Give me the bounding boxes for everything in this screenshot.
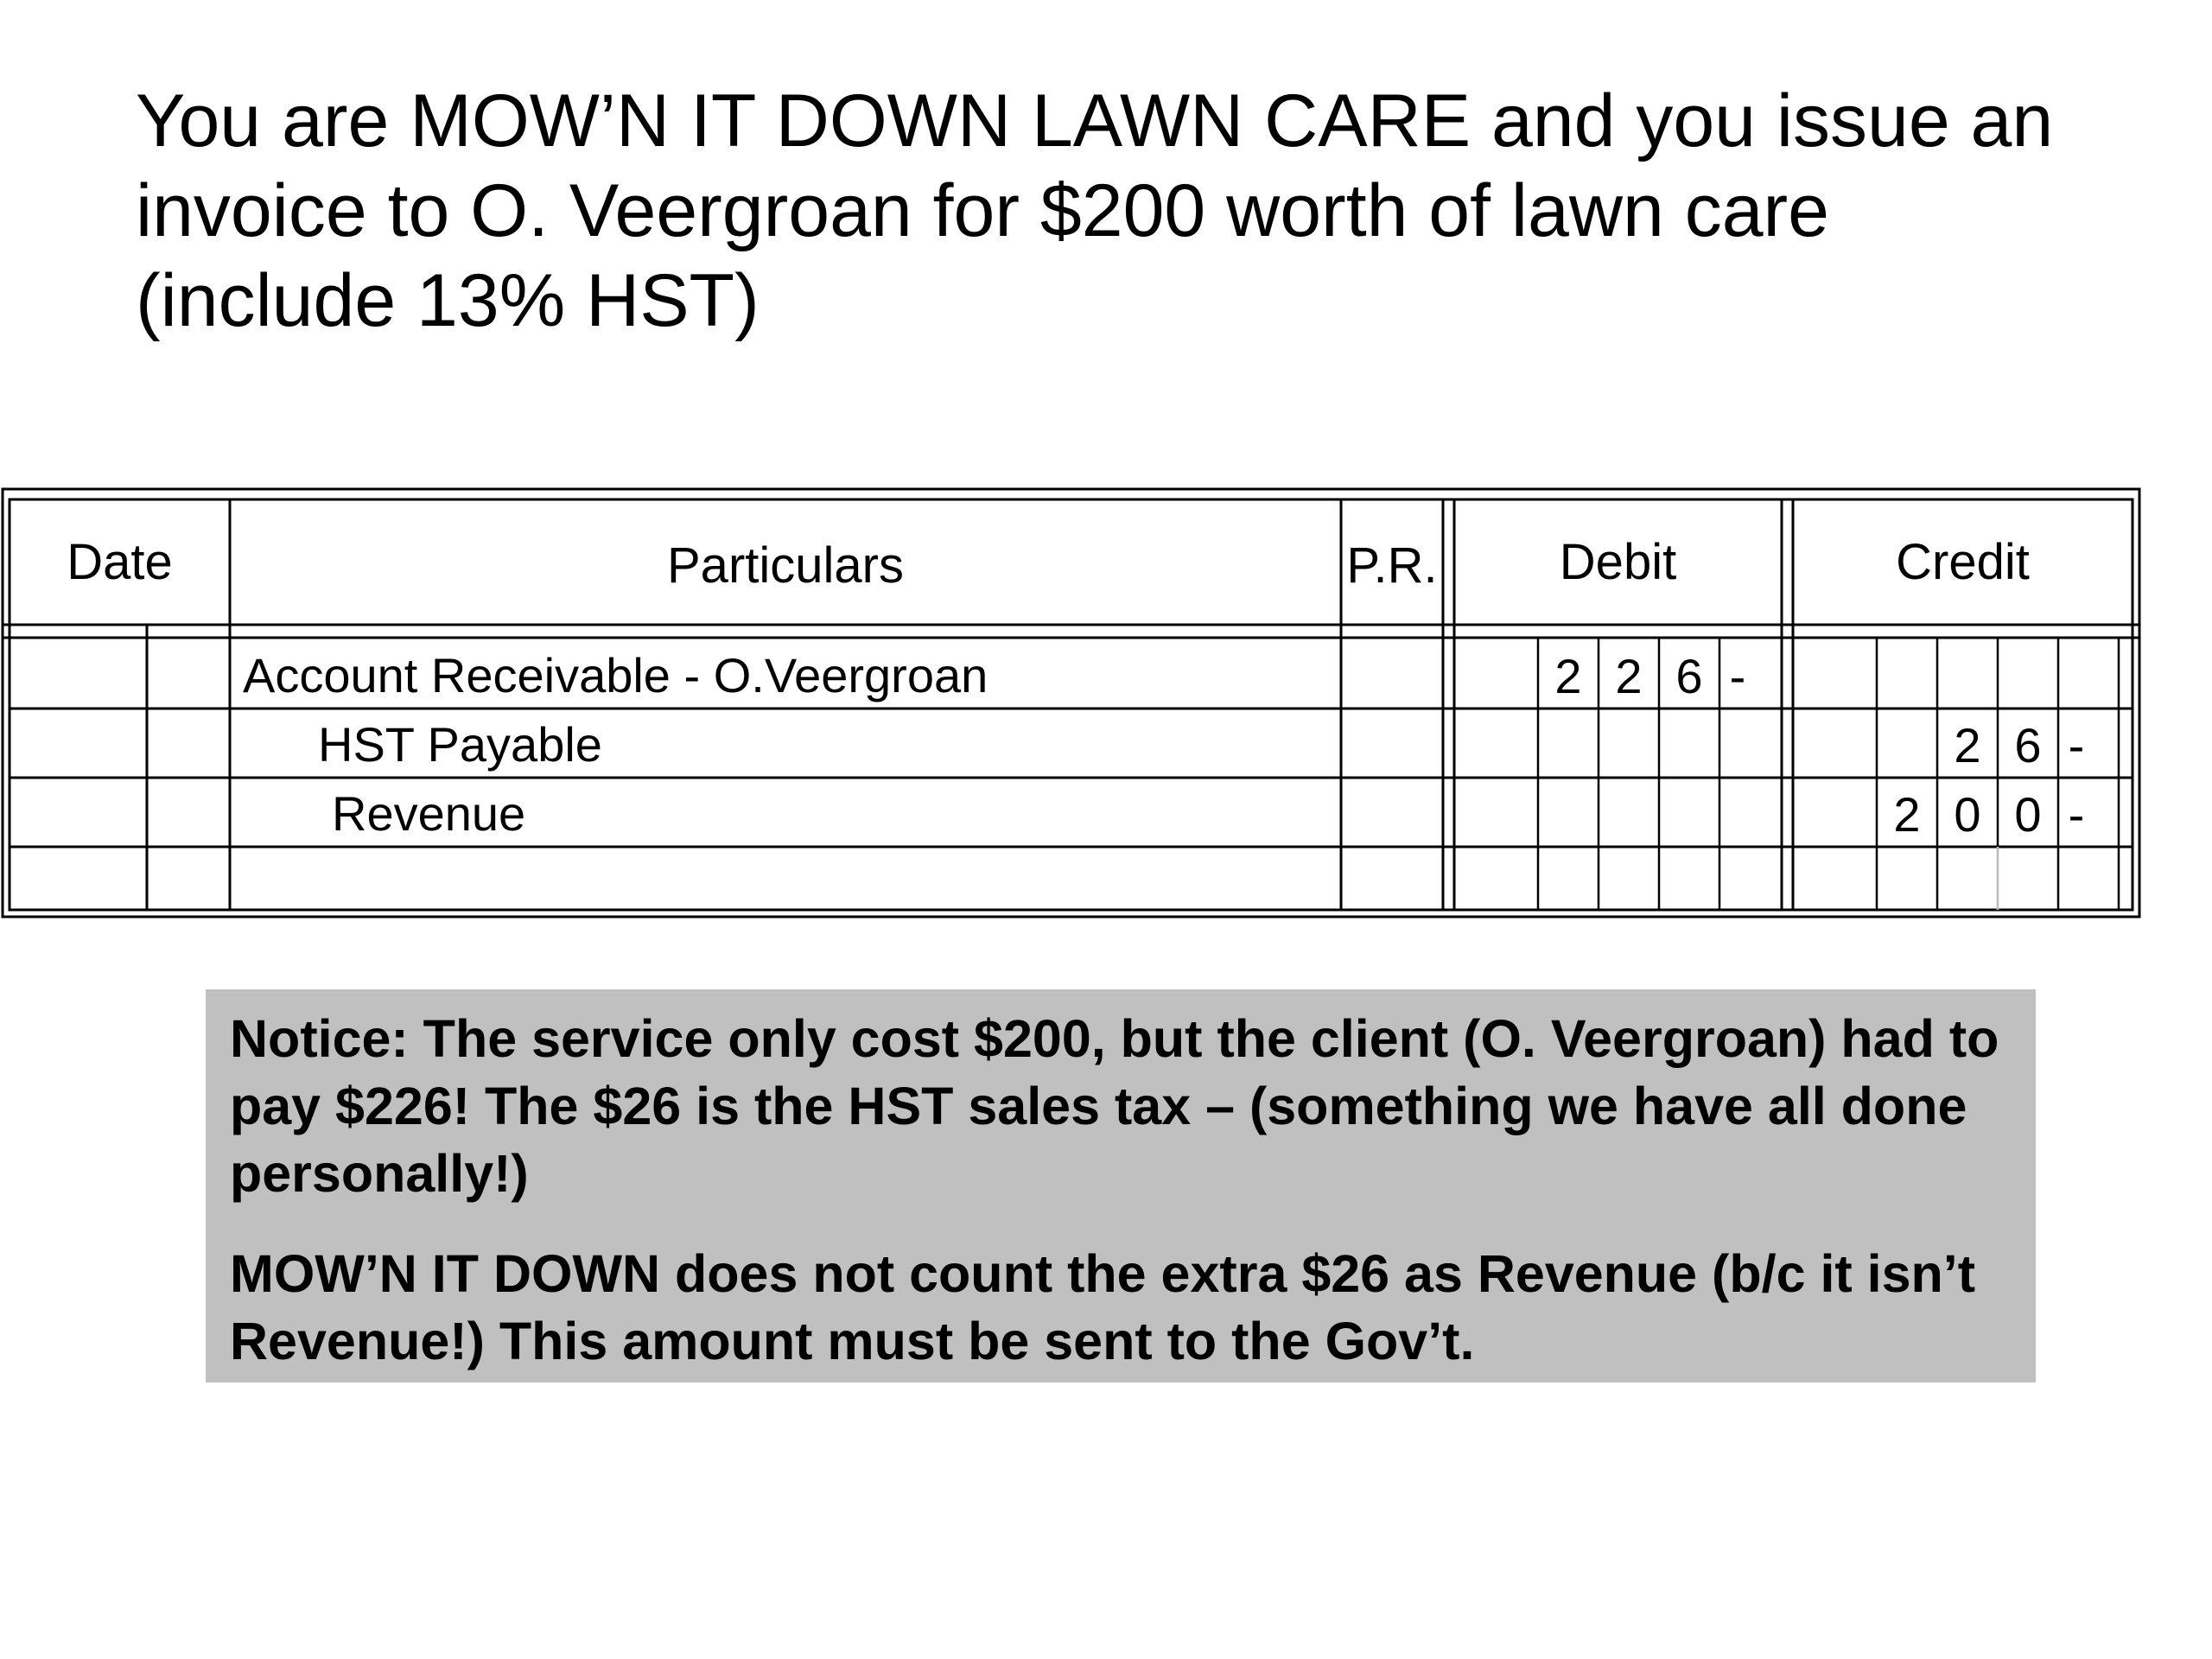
credit-header: Credit <box>1896 534 2030 590</box>
credit-digit: - <box>2068 787 2085 842</box>
notice-box <box>206 989 2036 1382</box>
debit-digit: 6 <box>1675 649 1703 703</box>
debit-header: Debit <box>1559 534 1677 590</box>
entry-account-receivable: Account Receivable - O.Veergroan <box>243 648 988 702</box>
credit-digit: 0 <box>2014 787 2042 842</box>
credit-digit: - <box>2068 718 2085 772</box>
pr-header: P.R. <box>1346 537 1438 594</box>
date-header: Date <box>67 534 173 590</box>
credit-digit: 2 <box>1893 787 1921 842</box>
notice-paragraph-1: Notice: The service only cost $200, but the client (O. Veergroan) had to pay $226! The $26 is the HST sales tax – (something we have all done personally!) <box>230 1009 1999 1203</box>
credit-digit: 0 <box>1954 787 1981 842</box>
notice-paragraph-2: MOW’N IT DOWN does not count the extra $26 as Revenue (b/c it isn’t Revenue!) This amount must be sent to the Gov’t. <box>230 1244 1976 1370</box>
particulars-header: Particulars <box>667 537 904 594</box>
intro-line-1: You are MOW’N IT DOWN LAWN CARE and you issue an <box>136 79 2054 162</box>
credit-digit: 2 <box>1954 718 1981 772</box>
debit-digit: 2 <box>1615 649 1643 703</box>
debit-digit: 2 <box>1554 649 1582 703</box>
intro-line-2: invoice to O. Veergroan for $200 worth of lawn care <box>136 169 1829 252</box>
entry-revenue: Revenue <box>332 786 526 841</box>
intro-line-3: (include 13% HST) <box>136 259 760 342</box>
debit-digit: - <box>1729 649 1746 703</box>
credit-digit: 6 <box>2014 718 2042 772</box>
entry-hst-payable: HST Payable <box>318 717 602 772</box>
